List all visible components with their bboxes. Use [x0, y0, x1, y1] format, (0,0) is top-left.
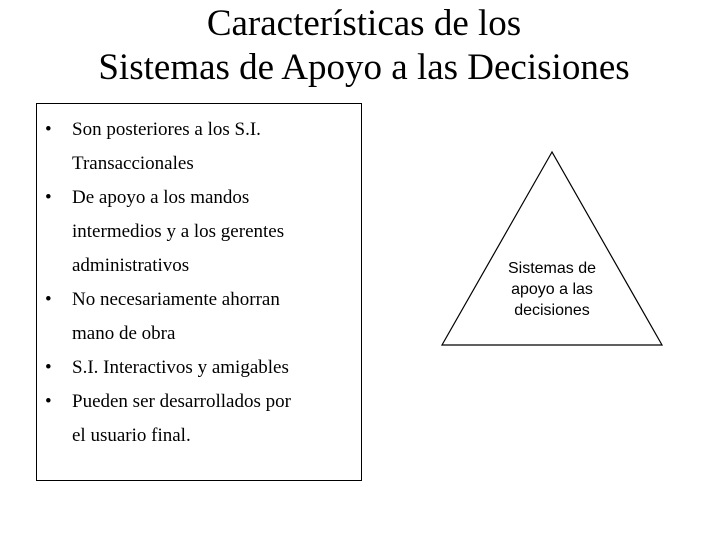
- bullet-text: [72, 283, 357, 351]
- bullet-item-3: [37, 283, 361, 351]
- bullet-text: [72, 385, 357, 453]
- slide-title-line-2: Sistemas de Apoyo a las Decisiones: [98, 47, 630, 88]
- bullet-line: Transaccionales: [72, 153, 194, 174]
- bullet-list: [37, 104, 361, 453]
- bullet-line: el usuario final.: [72, 425, 191, 446]
- triangle-label-line: apoyo a las: [511, 281, 593, 298]
- bullet-line: • No necesariamente ahorran: [72, 289, 280, 310]
- bullet-line: • Pueden ser desarrollados por: [72, 391, 291, 412]
- bullet-line: • Son posteriores a los S.I.: [72, 119, 261, 140]
- bullet-list-box: [36, 103, 362, 481]
- triangle-diagram: [440, 150, 665, 348]
- bullet-item-5: [37, 385, 361, 453]
- triangle-label-line: Sistemas de: [507, 260, 597, 277]
- bullet-line: • S.I. Interactivos y amigables: [72, 357, 289, 378]
- bullet-line: mano de obra: [72, 323, 176, 344]
- bullet-text: [72, 181, 357, 283]
- slide-title-line-1: Características de los: [206, 3, 522, 44]
- bullet-item-1: [37, 113, 361, 181]
- triangle-label-line: decisiones: [514, 302, 590, 319]
- bullet-item-4: [37, 351, 361, 385]
- slide-title: [0, 2, 728, 90]
- bullet-line: administrativos: [72, 255, 190, 276]
- triangle-label: [484, 258, 620, 321]
- bullet-line: intermedios y a los gerentes: [72, 221, 285, 242]
- bullet-item-2: [37, 181, 361, 283]
- bullet-line: • De apoyo a los mandos: [72, 187, 250, 208]
- bullet-text: [72, 113, 357, 181]
- bullet-text: [72, 351, 357, 385]
